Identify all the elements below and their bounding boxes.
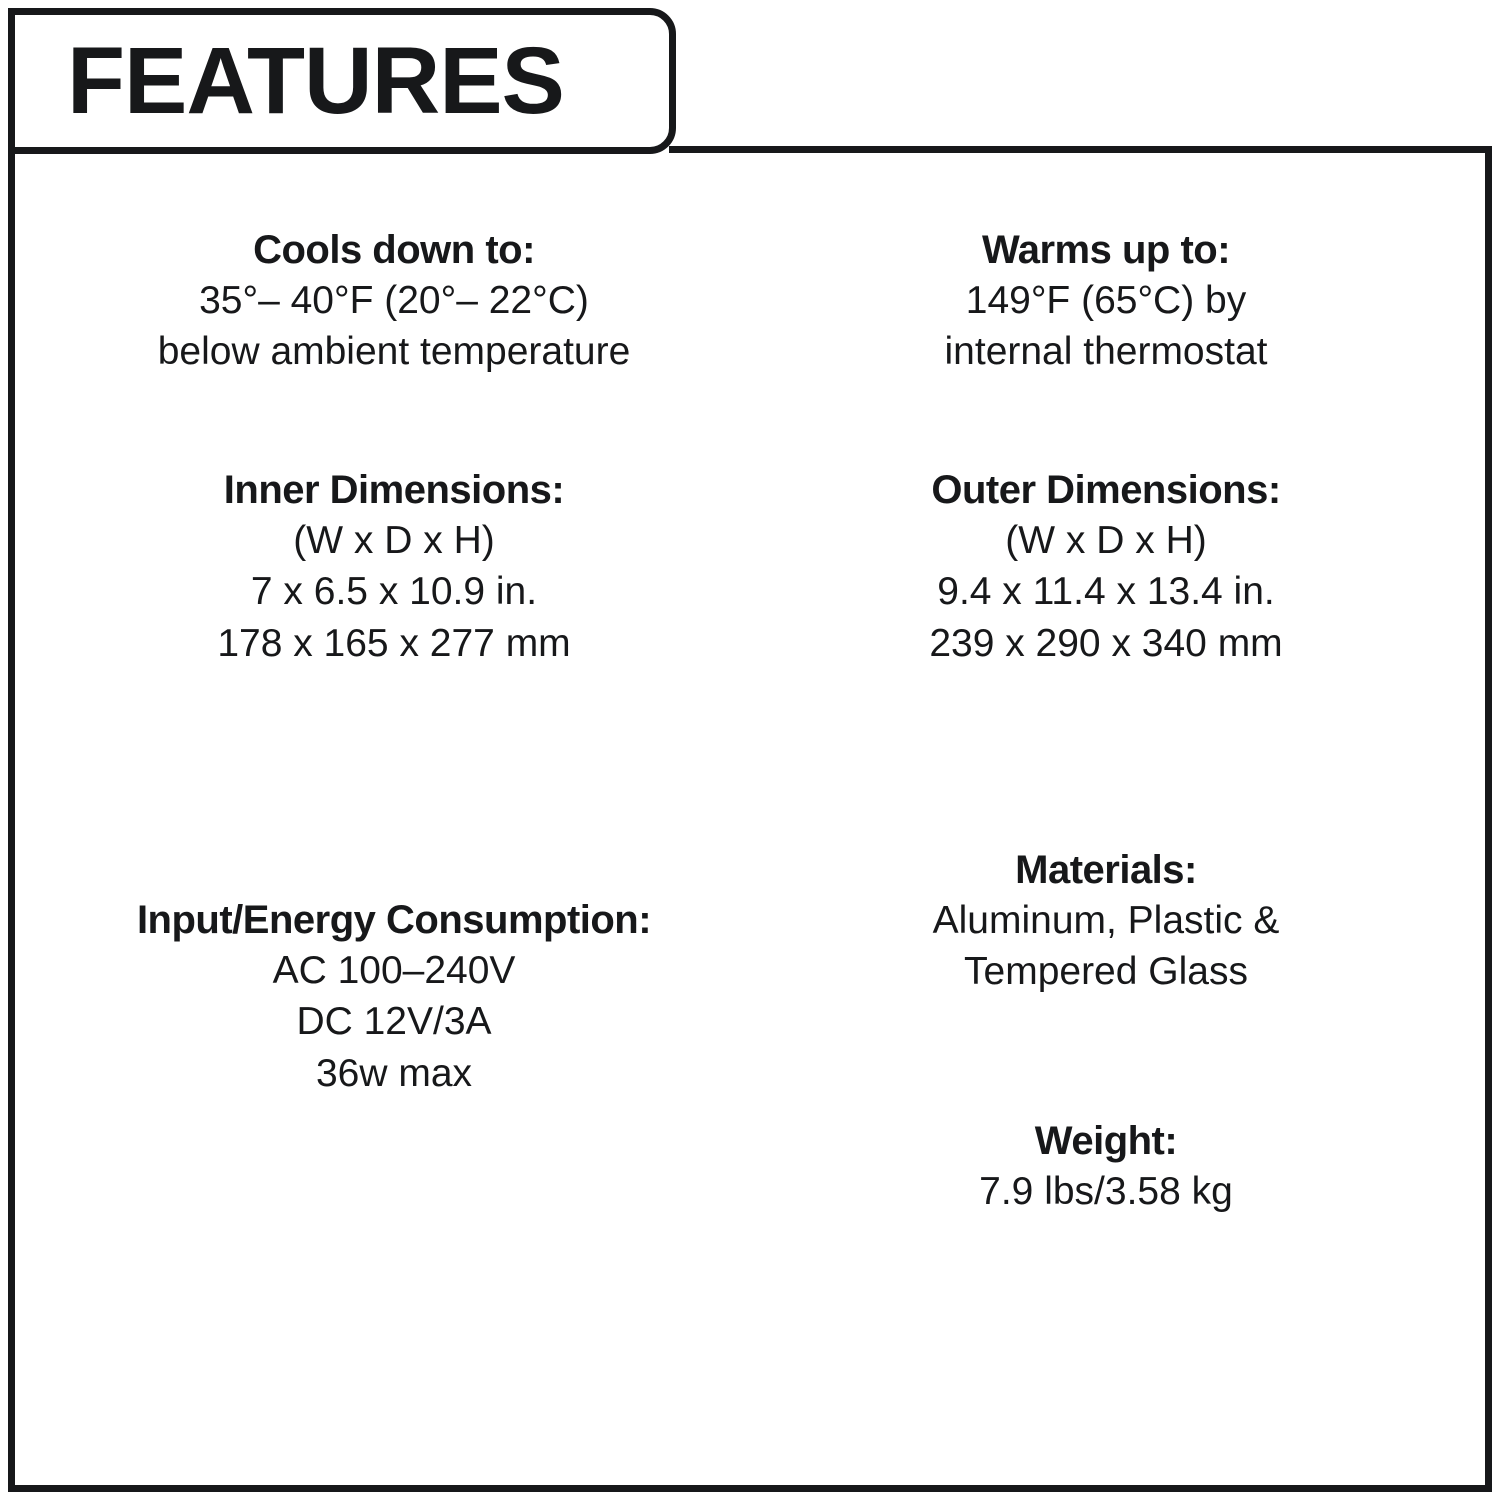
feature-block-weight — [750, 998, 1462, 1217]
materials-line-1: Aluminum, Plastic & — [932, 899, 1280, 942]
feature-block-warms — [750, 153, 1462, 453]
power-line-3: 36w max — [315, 1051, 473, 1095]
cools-line-1: 35°– 40°F (20°– 22°C) — [199, 279, 589, 322]
feature-block-materials — [750, 783, 1462, 998]
feature-block-cools — [38, 153, 750, 453]
power-title: Input/Energy Consumption: — [136, 898, 652, 942]
warms-title: Warms up to: — [981, 228, 1231, 272]
features-header-tab — [8, 8, 676, 154]
feature-block-inner-dimensions — [38, 453, 750, 783]
inner-dimensions-line-2: 7 x 6.5 x 10.9 in. — [250, 570, 538, 614]
power-line-1: AC 100–240V — [272, 949, 516, 992]
feature-block-outer-dimensions — [750, 453, 1462, 783]
weight-title: Weight: — [1034, 1118, 1178, 1163]
materials-title: Materials: — [1015, 848, 1197, 892]
warms-line-1: 149°F (65°C) by — [965, 279, 1247, 322]
inner-dimensions-line-1: (W x D x H) — [293, 519, 495, 562]
inner-dimensions-line-3: 178 x 165 x 277 mm — [217, 621, 571, 665]
cools-line-2: below ambient temperature — [157, 330, 631, 374]
weight-line-1: 7.9 lbs/3.58 kg — [979, 1169, 1233, 1213]
right-lower-column — [750, 783, 1462, 1492]
outer-dimensions-line-1: (W x D x H) — [1005, 519, 1207, 562]
outer-dimensions-line-2: 9.4 x 11.4 x 13.4 in. — [937, 570, 1275, 614]
outer-dimensions-title: Outer Dimensions: — [931, 468, 1281, 512]
power-line-2: DC 12V/3A — [296, 1000, 492, 1044]
inner-dimensions-title: Inner Dimensions: — [223, 468, 565, 512]
outer-dimensions-line-3: 239 x 290 x 340 mm — [929, 621, 1283, 665]
cools-title: Cools down to: — [253, 228, 535, 272]
page-title: FEATURES — [67, 27, 564, 134]
feature-block-power — [38, 783, 750, 1492]
features-content-grid — [8, 153, 1492, 1492]
warms-line-2: internal thermostat — [944, 330, 1268, 374]
materials-line-2: Tempered Glass — [964, 950, 1248, 994]
